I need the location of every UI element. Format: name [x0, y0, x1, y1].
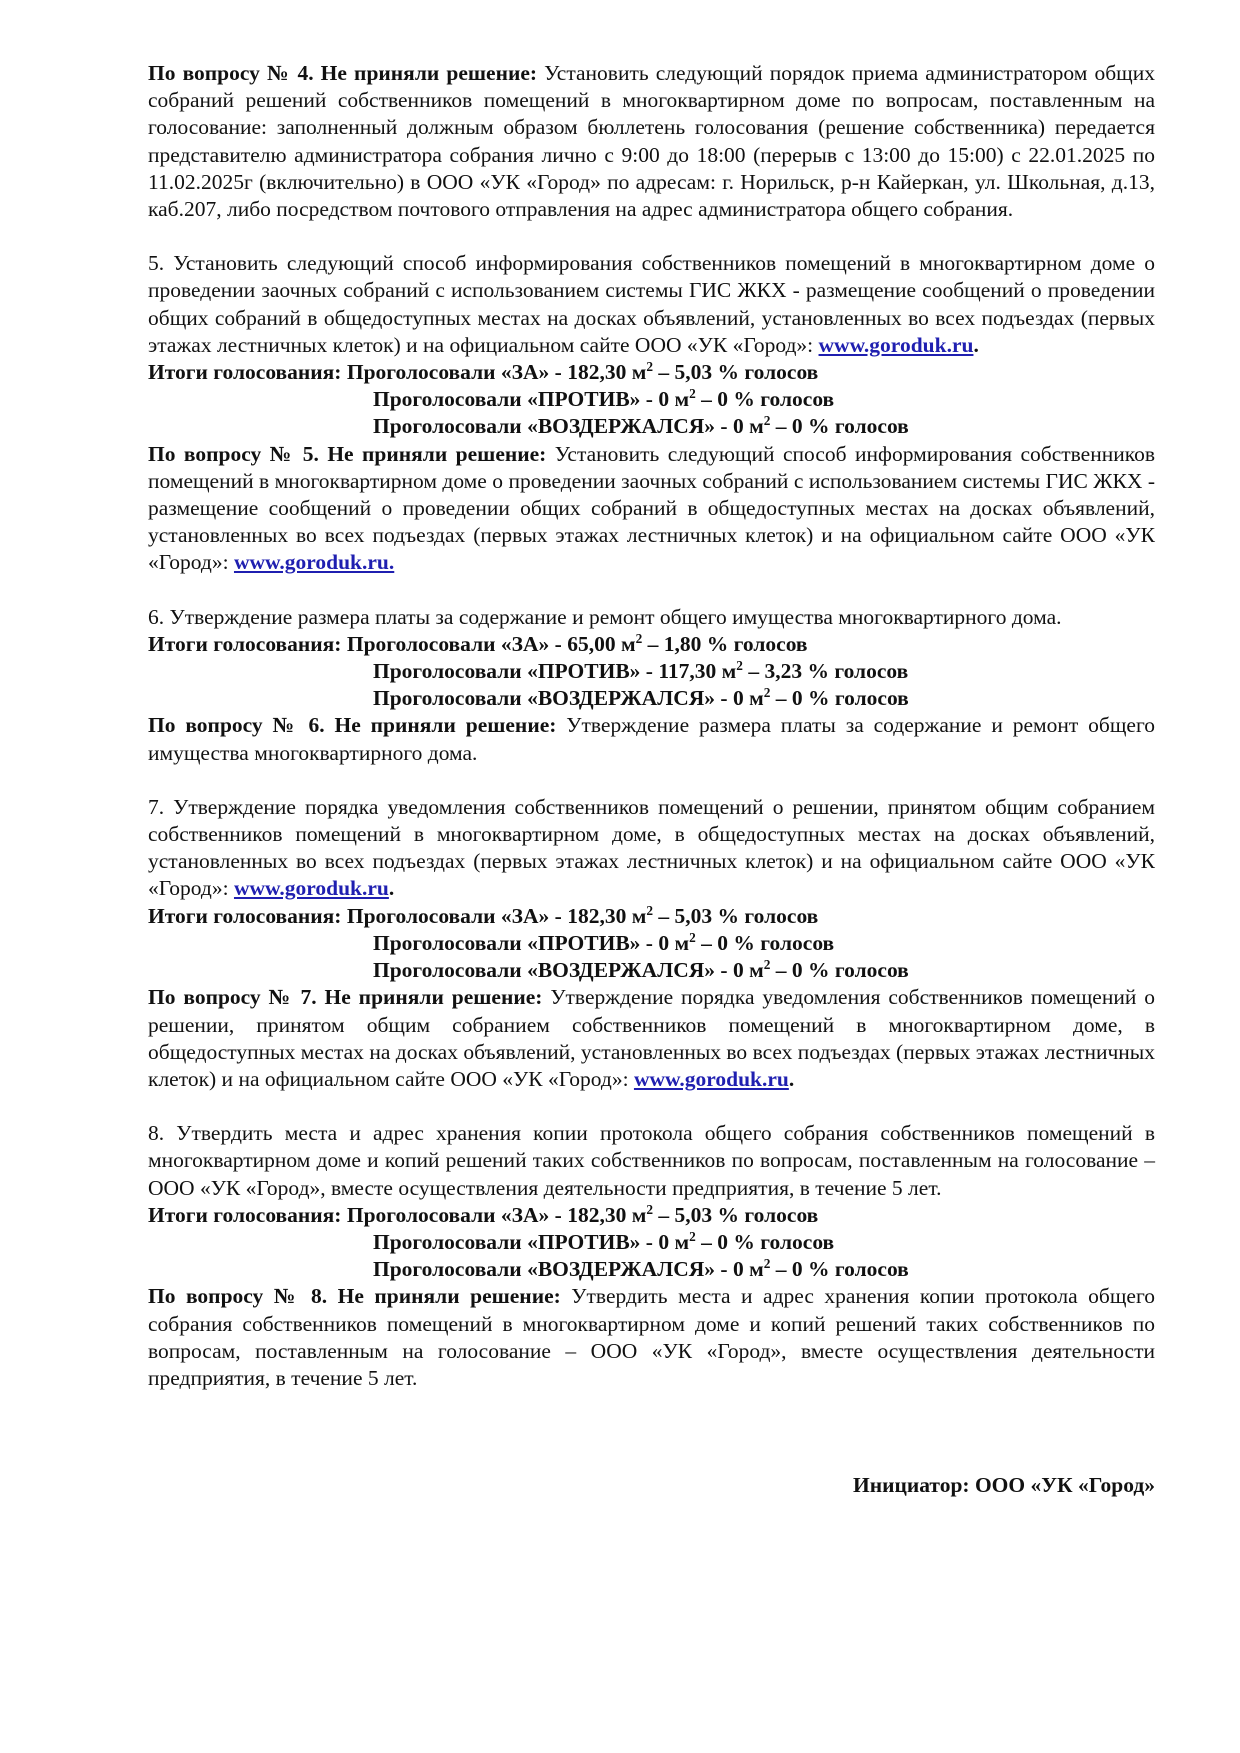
q5-vote-vozd	[148, 413, 1155, 440]
q5-site-link[interactable]: www.goroduk.ru	[818, 332, 974, 357]
q7-protiv: Проголосовали «ПРОТИВ» - 0 м	[373, 930, 690, 955]
q6-protiv-tail: – 3,23 % голосов	[742, 659, 909, 684]
q5-decision-link[interactable]: www.goroduk.ru.	[233, 550, 395, 575]
q7-decision-after: .	[788, 1066, 795, 1091]
unit-sup: 2	[689, 386, 696, 402]
q6-decision-text: Утверждение размера платы за содержание и ремонт общего имущества многоквартирного дома.	[148, 713, 1155, 765]
q6-vozd-tail: – 0 % голосов	[770, 686, 909, 711]
q4-decision-label: По вопросу № 4. Не приняли решение:	[148, 61, 538, 85]
unit-sup: 2	[635, 630, 643, 646]
q7-vozd: Проголосовали «ВОЗДЕРЖАЛСЯ» - 0 м	[373, 958, 764, 983]
q6-protiv: Проголосовали «ПРОТИВ» - 117,30 м	[373, 659, 737, 684]
q7-text	[148, 794, 1155, 903]
unit-sup: 2	[763, 413, 771, 429]
q6-za-tail: – 1,80 % голосов	[642, 631, 808, 656]
q5-vozd: Проголосовали «ВОЗДЕРЖАЛСЯ» - 0 м	[373, 414, 764, 439]
q7-vote-za	[148, 903, 1155, 930]
unit-sup: 2	[736, 657, 743, 673]
initiator-signature: Инициатор: ООО «УК «Город»	[852, 1473, 1155, 1498]
q5-text	[148, 250, 1155, 359]
q8-votes-label: Итоги голосования:	[148, 1202, 342, 1227]
q7-za-tail: – 5,03 % голосов	[653, 903, 819, 928]
q7-votes-label: Итоги голосования:	[148, 903, 342, 928]
document-page	[148, 60, 1155, 1499]
q5-decision	[148, 441, 1155, 577]
q6-text: 6. Утверждение размера платы за содержание и ремонт общего имущества многоквартирного дома.	[148, 604, 1062, 629]
q7-vote-protiv	[148, 930, 1155, 957]
q8-protiv: Проголосовали «ПРОТИВ» - 0 м	[373, 1229, 690, 1254]
q7-vote-vozd	[148, 957, 1155, 984]
q8-decision-label: По вопросу № 8. Не приняли решение:	[148, 1284, 561, 1309]
q7-decision-text: Утверждение порядка уведомления собственников помещений о решении, принятом общим собранием собственников помещений в многоквартирном доме, в общедоступных местах на досках объявлений, установленных во всех подъездах (первых этажах лестничных клеток) и на официальном сайте ООО «УК «Город»:	[148, 985, 1155, 1091]
q7-question: 7. Утверждение порядка уведомления собственников помещений о решении, принятом общим собранием собственников помещений в многоквартирном доме, в общедоступных местах на досках объявлений, установленных во всех подъездах (первых этажах лестничных клеток) и на официальном сайте ООО «УК «Город»:	[148, 794, 1155, 901]
q8-decision-text: Утвердить места и адрес хранения копии протокола общего собрания собственников помещений в многоквартирном доме и копий решений таких собственников по вопросам, поставленным на голосование – ООО «УК «Город», вместе осуществления деятельности предприятия, в течение 5 лет.	[148, 1284, 1155, 1390]
unit-sup: 2	[763, 1255, 771, 1271]
q4-decision	[148, 60, 1155, 223]
q8-vozd: Проголосовали «ВОЗДЕРЖАЛСЯ» - 0 м	[373, 1257, 764, 1282]
q5-protiv: Проголосовали «ПРОТИВ» - 0 м	[373, 387, 690, 412]
q6-vozd: Проголосовали «ВОЗДЕРЖАЛСЯ» - 0 м	[373, 686, 764, 711]
q5-decision-text: Установить следующий способ информирования собственников помещений в многоквартирном доме о проведении заочных собраний с использованием системы ГИС ЖКХ - размещение сообщений о проведении общих собраний в общедоступных местах на досках объявлений, установленных во всех подъездах (первых этажах лестничных клеток) и на официальном сайте ООО «УК «Город»:	[148, 441, 1155, 575]
unit-sup: 2	[646, 902, 654, 918]
q5-after: .	[973, 332, 979, 357]
q5-vozd-tail: – 0 % голосов	[770, 414, 909, 439]
q4-decision-text: Установить следующий порядок приема администратором общих собраний решений собственников помещений в многоквартирном доме по вопросам, поставленным на голосование: заполненный должным образом бюллетень голосования (решение собственника) передается представителю администратора собрания лично с 9:00 до 18:00 (перерыв с 13:00 до 15:00) с 22.01.2025 по 11.02.2025г (включительно) в ООО «УК «Город» по адресам: г. Норильск, р-н Кайеркан, ул. Школьная, д.13, каб.207, либо посредством почтового отправления на адрес администратора общего собрания.	[148, 61, 1155, 222]
q5-vote-za	[148, 359, 1155, 386]
q8-protiv-tail: – 0 % голосов	[695, 1229, 835, 1254]
q8-vote-za	[148, 1202, 1155, 1229]
unit-sup: 2	[646, 358, 654, 374]
q5-vote-protiv	[148, 386, 1155, 413]
q8-text: 8. Утвердить места и адрес хранения копии протокола общего собрания собственников помещений в многоквартирном доме и копий решений таких собственников по вопросам, поставленным на голосование – ООО «УК «Город», вместе осуществления деятельности предприятия, в течение 5 лет.	[148, 1121, 1155, 1200]
q8-za: Проголосовали «ЗА» - 182,30 м	[341, 1202, 647, 1227]
q7-decision-label: По вопросу № 7. Не приняли решение:	[148, 985, 543, 1010]
q8-vote-protiv	[148, 1229, 1155, 1256]
q6-decision-label: По вопросу № 6. Не приняли решение:	[148, 713, 557, 738]
unit-sup: 2	[763, 956, 771, 972]
q7-site-link[interactable]: www.goroduk.ru	[233, 876, 389, 901]
unit-sup: 2	[689, 1228, 696, 1244]
q8-decision	[148, 1283, 1155, 1392]
unit-sup: 2	[689, 929, 696, 945]
q8-vote-vozd	[148, 1256, 1155, 1283]
q6-votes-label: Итоги голосования:	[148, 631, 342, 656]
q6-za: Проголосовали «ЗА» - 65,00 м	[341, 631, 636, 656]
q5-za-tail: – 5,03 % голосов	[653, 360, 819, 385]
q6-decision	[148, 712, 1155, 766]
q6-vote-vozd	[148, 685, 1155, 712]
q7-after: .	[388, 876, 395, 901]
q5-votes-label: Итоги голосования:	[148, 360, 342, 385]
q7-za: Проголосовали «ЗА» - 182,30 м	[341, 903, 647, 928]
q8-za-tail: – 5,03 % голосов	[653, 1202, 819, 1227]
unit-sup: 2	[763, 685, 771, 701]
q7-protiv-tail: – 0 % голосов	[695, 930, 835, 955]
q6-vote-za	[148, 631, 1155, 658]
q5-question: 5. Установить следующий способ информирования собственников помещений в многоквартирном доме о проведении заочных собраний с использованием системы ГИС ЖКХ - размещение сообщений о проведении общих собраний в общедоступных местах на досках объявлений, установленных во всех подъездах (первых этажах лестничных клеток) и на официальном сайте ООО «УК «Город»:	[148, 251, 1155, 357]
q7-decision	[148, 984, 1155, 1093]
q7-vozd-tail: – 0 % голосов	[770, 958, 909, 983]
q8-vozd-tail: – 0 % голосов	[770, 1257, 909, 1282]
q6-vote-protiv	[148, 658, 1155, 685]
q5-protiv-tail: – 0 % голосов	[695, 387, 835, 412]
q7-decision-link[interactable]: www.goroduk.ru	[633, 1066, 789, 1091]
unit-sup: 2	[646, 1201, 654, 1217]
q5-za: Проголосовали «ЗА» - 182,30 м	[341, 360, 647, 385]
q5-decision-label: По вопросу № 5. Не приняли решение:	[148, 441, 547, 466]
